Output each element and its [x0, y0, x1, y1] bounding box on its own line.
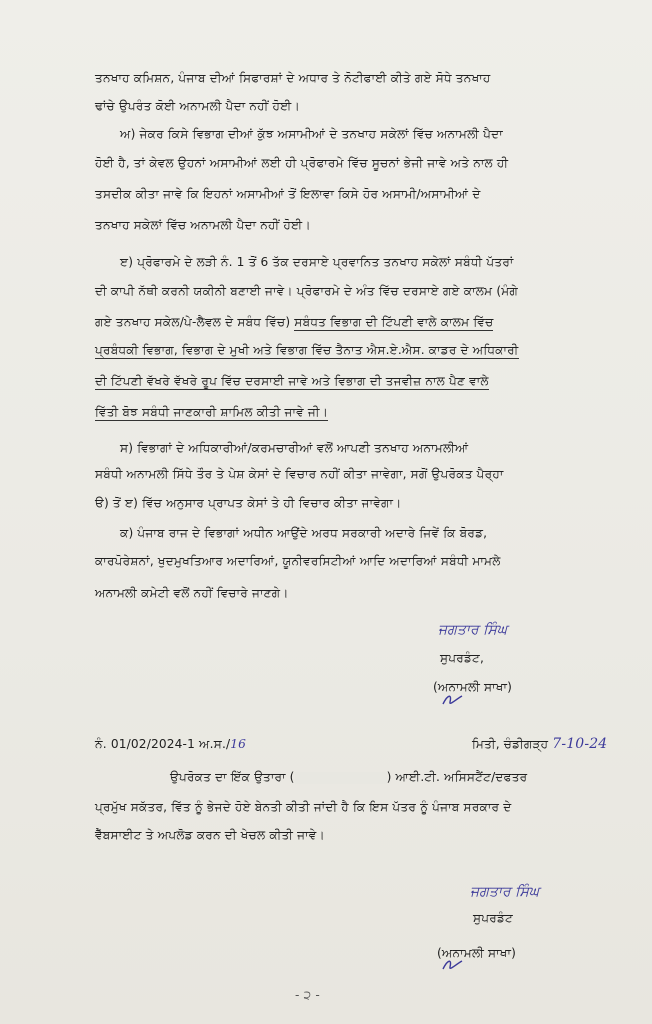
- endorsement-line: ਵੈੱਬਸਾਈਟ ਤੇ ਅਪਲੋਡ ਕਰਨ ਦੀ ਖੇਚਲ ਕੀਤੀ ਜਾਵੇ।: [95, 828, 325, 842]
- underlined-text: ਪ੍ਰਬੰਧਕੀ ਵਿਭਾਗ, ਵਿਭਾਗ ਦੇ ਮੁਖੀ ਅਤੇ ਵਿਭਾਗ ਵਿੱਚ ਤੈਨਾਤ ਐਸ.ਏ.ਐਸ. ਕਾਡਰ ਦੇ ਅਧਿਕਾਰੀ: [95, 343, 519, 357]
- body-line: ਕ) ਪੰਜਾਬ ਰਾਜ ਦੇ ਵਿਭਾਗਾਂ ਅਧੀਨ ਆਉਂਦੇ ਅਰਧ ਸਰਕਾਰੀ ਅਦਾਰੇ ਜਿਵੇਂ ਕਿ ਬੋਰਡ,: [120, 526, 488, 540]
- date-label: ਮਿਤੀ, ਚੰਡੀਗੜ੍ਹ: [472, 737, 549, 751]
- signatory-branch: (ਅਨਾਮਲੀ ਸਾਖਾ): [437, 946, 517, 960]
- body-line: ਦੀ ਕਾਪੀ ਨੱਥੀ ਕਰਨੀ ਯਕੀਨੀ ਬਣਾਈ ਜਾਵੇ। ਪ੍ਰੋਫਾਰਮੇ ਦੇ ਅੰਤ ਵਿੱਚ ਦਰਸਾਏ ਗਏ ਕਾਲਮ (ਮੰਗੇ: [95, 284, 519, 298]
- underlined-text: ਸਬੰਧਤ ਵਿਭਾਗ ਦੀ ਟਿੱਪਣੀ ਵਾਲੇ ਕਾਲਮ ਵਿੱਚ: [294, 315, 494, 329]
- body-line: ਅਨਾਮਲੀ ਕਮੇਟੀ ਵਲੋਂ ਨਹੀਂ ਵਿਚਾਰੇ ਜਾਣਗੇ।: [95, 586, 289, 600]
- body-line: ੳ) ਤੋਂ ੲ) ਵਿੱਚ ਅਨੁਸਾਰ ਪ੍ਰਾਪਤ ਕੇਸਾਂ ਤੇ ਹੀ ਵਿਚਾਰ ਕੀਤਾ ਜਾਵੇਗਾ।: [95, 496, 402, 510]
- body-line: ਤਸਦੀਕ ਕੀਤਾ ਜਾਵੇ ਕਿ ਇਹਨਾਂ ਅਸਾਮੀਆਂ ਤੋਂ ਇਲਾਵਾ ਕਿਸੇ ਹੋਰ ਅਸਾਮੀ/ਅਸਾਮੀਆਂ ਦੇ: [95, 187, 481, 201]
- page-number: - ੨ -: [295, 988, 320, 1002]
- body-line: ਸਬੰਧੀ ਅਨਾਮਲੀ ਸਿੱਧੇ ਤੌਰ ਤੇ ਪੇਸ਼ ਕੇਸਾਂ ਦੇ ਵਿਚਾਰ ਨਹੀਂ ਕੀਤਾ ਜਾਵੇਗਾ, ਸਗੋਂ ਉਪਰੋਕਤ ਪੈਰ੍ਹਾ: [95, 467, 504, 481]
- date-handwritten: 7-10-24: [552, 736, 608, 752]
- redacted-name: [295, 772, 387, 784]
- body-line: ਤਨਖਾਹ ਕਮਿਸ਼ਨ, ਪੰਜਾਬ ਦੀਆਂ ਸਿਫਾਰਸ਼ਾਂ ਦੇ ਅਧਾਰ ਤੇ ਨੋਟੀਫਾਈ ਕੀਤੇ ਗਏ ਸੋਧੇ ਤਨਖਾਹ: [95, 71, 491, 85]
- body-line: ਕਾਰਪੋਰੇਸ਼ਨਾਂ, ਖੁਦਮੁਖਤਿਆਰ ਅਦਾਰਿਆਂ, ਯੂਨੀਵਰਸਿਟੀਆਂ ਆਦਿ ਅਦਾਰਿਆਂ ਸਬੰਧੀ ਮਾਮਲੇ: [95, 554, 501, 568]
- reference-number-handwritten: 16: [230, 737, 247, 751]
- endorsement-line: [170, 770, 527, 784]
- body-line: [95, 374, 489, 388]
- body-line: [95, 315, 493, 329]
- signatory-branch: (ਅਨਾਮਲੀ ਸਾਖਾ): [433, 680, 513, 694]
- signatory-designation: ਸੁਪਰਡੰਟ,: [440, 651, 485, 665]
- endorsement-text-end: ) ਆਈ.ਟੀ. ਅਸਿਸਟੈਂਟ/ਦਫਤਰ: [386, 770, 528, 784]
- body-line: ਹੋਈ ਹੈ, ਤਾਂ ਕੇਵਲ ਉਹਨਾਂ ਅਸਾਮੀਆਂ ਲਈ ਹੀ ਪ੍ਰੋਫਾਰਮੇ ਵਿੱਚ ਸੂਚਨਾਂ ਭੇਜੀ ਜਾਵੇ ਅਤੇ ਨਾਲ ਹੀ: [95, 156, 509, 170]
- body-line: ਅ) ਜੇਕਰ ਕਿਸੇ ਵਿਭਾਗ ਦੀਆਂ ਕੁੱਝ ਅਸਾਮੀਆਂ ਦੇ ਤਨਖਾਹ ਸਕੇਲਾਂ ਵਿੱਚ ਅਨਾਮਲੀ ਪੈਦਾ: [120, 127, 503, 141]
- underlined-text: ਵਿੱਤੀ ਬੋਝ ਸਬੰਧੀ ਜਾਣਕਾਰੀ ਸ਼ਾਮਿਲ ਕੀਤੀ ਜਾਵੇ ਜੀ।: [95, 405, 329, 419]
- endorsement-line: ਪ੍ਰਮੁੱਖ ਸਕੱਤਰ, ਵਿੱਤ ਨੂੰ ਭੇਜਦੇ ਹੋਏ ਬੇਨਤੀ ਕੀਤੀ ਜਾਂਦੀ ਹੈ ਕਿ ਇਸ ਪੱਤਰ ਨੂੰ ਪੰਜਾਬ ਸਰਕਾਰ ਦੇ: [95, 800, 512, 814]
- handwritten-signature: ਜਗਤਾਰ ਸਿੰਘ: [438, 622, 508, 638]
- body-line-start: ਗਏ ਤਨਖਾਹ ਸਕੇਲ/ਪੇ-ਲੈਵਲ ਦੇ ਸਬੰਧ ਵਿੱਚ): [95, 315, 291, 329]
- signatory-designation: ਸੁਪਰਡੰਟ: [473, 911, 514, 925]
- underlined-text: ਦੀ ਟਿੱਪਣੀ ਵੱਖਰੇ ਵੱਖਰੇ ਰੂਪ ਵਿੱਚ ਦਰਸਾਈ ਜਾਵੇ ਅਤੇ ਵਿਭਾਗ ਦੀ ਤਜਵੀਜ਼ ਨਾਲ ਪੈਣ ਵਾਲੇ: [95, 374, 489, 388]
- body-line: ੲ) ਪ੍ਰੋਫਾਰਮੇ ਦੇ ਲੜੀ ਨੰ. 1 ਤੋਂ 6 ਤੱਕ ਦਰਸਾਏ ਪ੍ਰਵਾਨਿਤ ਤਨਖਾਹ ਸਕੇਲਾਂ ਸਬੰਧੀ ਪੱਤਰਾਂ: [120, 255, 514, 269]
- reference-number: [95, 737, 246, 751]
- body-line: ਢਾਂਚੇ ਉਪਰੰਤ ਕੋਈ ਅਨਾਮਲੀ ਪੈਦਾ ਨਹੀਂ ਹੋਈ।: [95, 99, 300, 113]
- body-line: [95, 343, 519, 357]
- date-line: [472, 737, 607, 751]
- reference-number-text: ਨੰ. 01/02/2024-1 ਅ.ਸ./: [95, 737, 231, 751]
- body-line: ਸ) ਵਿਭਾਗਾਂ ਦੇ ਅਧਿਕਾਰੀਆਂ/ਕਰਮਚਾਰੀਆਂ ਵਲੋਂ ਆਪਣੀ ਤਨਖਾਹ ਅਨਾਮਲੀਆਂ: [120, 441, 469, 455]
- body-line: ਤਨਖਾਹ ਸਕੇਲਾਂ ਵਿੱਚ ਅਨਾਮਲੀ ਪੈਦਾ ਨਹੀਂ ਹੋਈ।: [95, 218, 311, 232]
- handwritten-signature: ਜਗਤਾਰ ਸਿੰਘ: [470, 884, 540, 900]
- body-line: [95, 405, 328, 419]
- initials-mark: [440, 955, 466, 975]
- initials-mark: [440, 690, 466, 710]
- endorsement-text-start: ਉਪਰੋਕਤ ਦਾ ਇੱਕ ਉਤਾਰਾ (: [170, 770, 295, 784]
